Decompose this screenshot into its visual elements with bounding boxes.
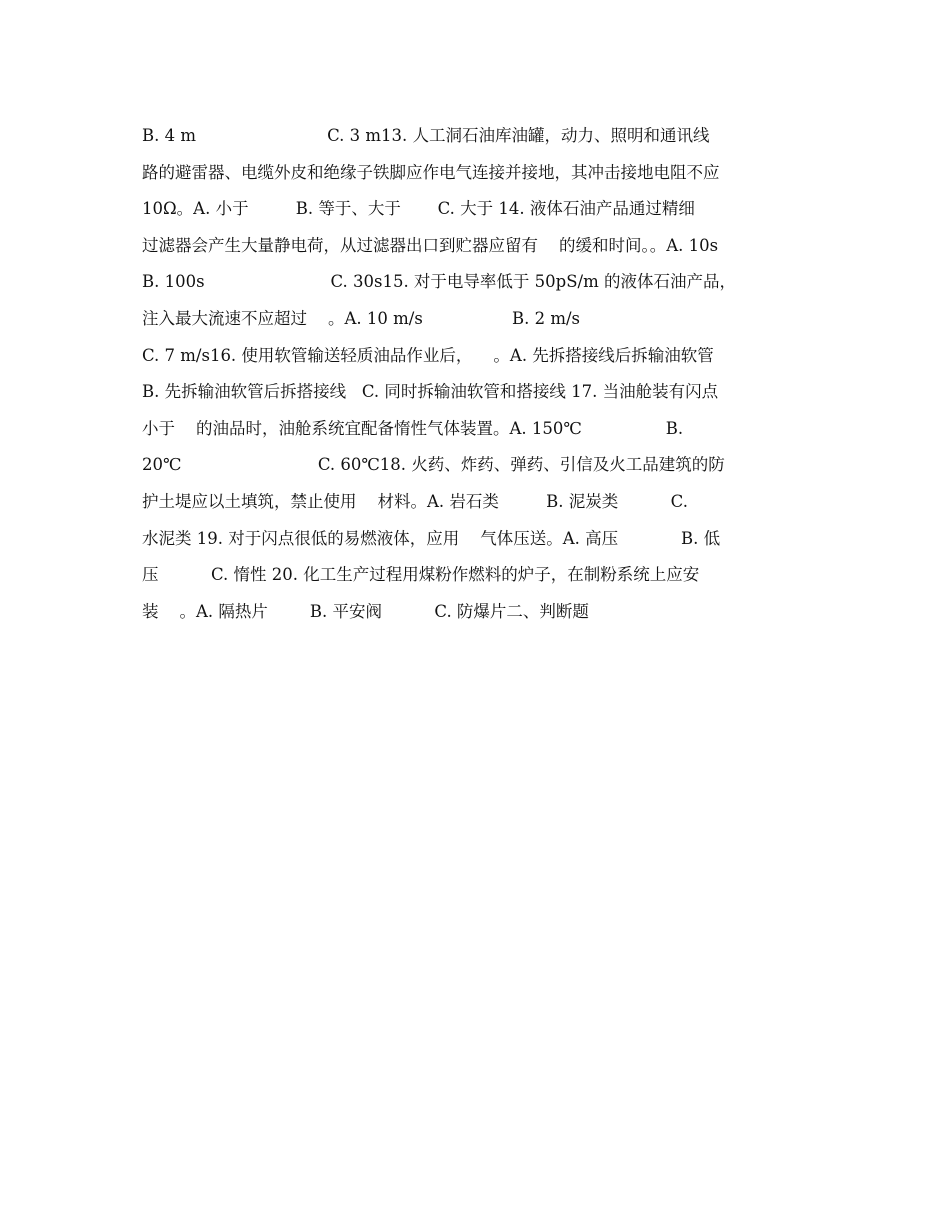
text-line: 10Ω。A. 小于 B. 等于、大于 C. 大于 14. 液体石油产品通过精细 <box>142 199 695 219</box>
text-line: 压 C. 惰性 20. 化工生产过程用煤粉作燃料的炉子，在制粉系统上应安 <box>142 565 700 585</box>
text-line: 水泥类 19. 对于闪点很低的易燃液体，应用 气体压送。A. 高压 B. 低 <box>142 528 721 548</box>
text-line: 过滤器会产生大量静电荷，从过滤器出口到贮器应留有 的缓和时间。。A. 10s <box>142 235 719 255</box>
text-line: B. 4 m C. 3 m13. 人工洞石油库油罐，动力、照明和通讯线 <box>142 126 710 145</box>
text-line: 20℃ C. 60℃18. 火药、炸药、弹药、引信及火工品建筑的防 <box>142 455 725 475</box>
text-line: 注入最大流速不应超过 。A. 10 m/s B. 2 m/s <box>142 308 580 328</box>
text-line: C. 7 m/s16. 使用软管输送轻质油品作业后， 。A. 先拆搭接线后拆输油软管 <box>142 345 714 365</box>
text-line: 路的避雷器、电缆外皮和绝缘子铁脚应作电气连接并接地，其冲击接地电阻不应 <box>142 162 720 182</box>
text-line: 小于 的油品时，油舱系统宜配备惰性气体装置。A. 150℃ B. <box>142 418 684 438</box>
text-line: 护土堤应以土填筑，禁止使用 材料。A. 岩石类 B. 泥炭类 C. <box>142 491 688 511</box>
text-line: B. 先拆输油软管后拆搭接线 C. 同时拆输油软管和搭接线 17. 当油舱装有闪点 <box>142 382 719 402</box>
question-text-block <box>142 118 812 630</box>
text-line: B. 100s C. 30s15. 对于电导率低于 50pS/m 的液体石油产品， <box>142 272 736 292</box>
text-line: 装 。A. 隔热片 B. 平安阀 C. 防爆片二、判断题 <box>142 601 589 621</box>
